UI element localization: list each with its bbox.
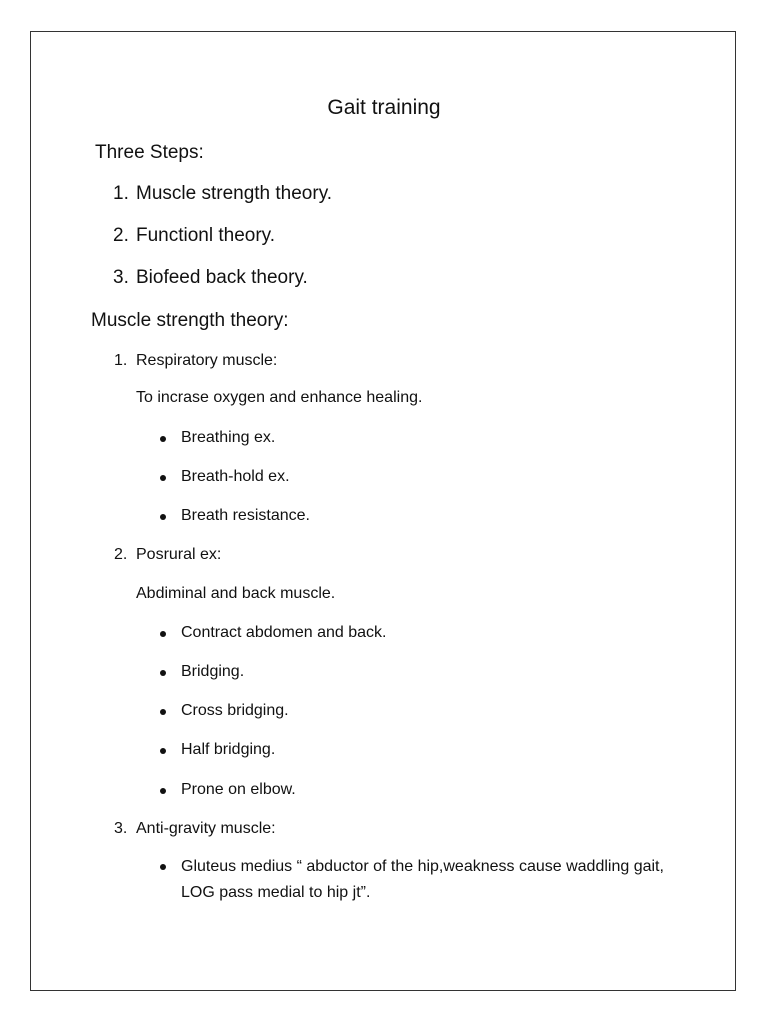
bullet-item: Contract abdomen and back.: [181, 624, 387, 641]
bullet-dot: [160, 475, 166, 481]
bullet-dot: [160, 514, 166, 520]
step-text: Functionl theory.: [136, 225, 276, 246]
step-number: 1.: [113, 183, 129, 204]
bullet-item: Breathing ex.: [181, 429, 276, 446]
bullet-dot: [160, 864, 166, 870]
bullet-dot: [160, 709, 166, 715]
item-number: 2.: [114, 546, 128, 563]
step-number: 3.: [113, 267, 129, 288]
document-page: [30, 31, 736, 991]
item-description: Abdiminal and back muscle.: [136, 585, 336, 602]
bullet-dot: [160, 788, 166, 794]
bullet-item: Prone on elbow.: [181, 781, 296, 798]
bullet-item: Breath-hold ex.: [181, 468, 290, 485]
bullet-item: Bridging.: [181, 663, 245, 680]
item-title: Posrural ex:: [136, 546, 222, 563]
bullet-item: Gluteus medius “ abductor of the hip,weakness cause waddling gait, LOG pass medial to hip jt”.: [181, 858, 664, 901]
bullet-item: Cross bridging.: [181, 702, 289, 719]
step-text: Muscle strength theory.: [136, 183, 333, 204]
bullet-dot: [160, 436, 166, 442]
step-number: 2.: [113, 225, 129, 246]
step-text: Biofeed back theory.: [136, 267, 308, 288]
bullet-item: Breath resistance.: [181, 507, 310, 524]
item-number: 1.: [114, 352, 128, 369]
section-heading: Muscle strength theory:: [91, 310, 289, 331]
item-number: 3.: [114, 820, 128, 837]
bullet-dot: [160, 670, 166, 676]
page-title: Gait training: [327, 96, 441, 119]
item-title: Anti-gravity muscle:: [136, 820, 276, 837]
item-description: To incrase oxygen and enhance healing.: [136, 389, 423, 406]
steps-heading: Three Steps:: [95, 142, 204, 163]
bullet-dot: [160, 631, 166, 637]
bullet-dot: [160, 748, 166, 754]
item-title: Respiratory muscle:: [136, 352, 278, 369]
bullet-item: Half bridging.: [181, 741, 276, 758]
